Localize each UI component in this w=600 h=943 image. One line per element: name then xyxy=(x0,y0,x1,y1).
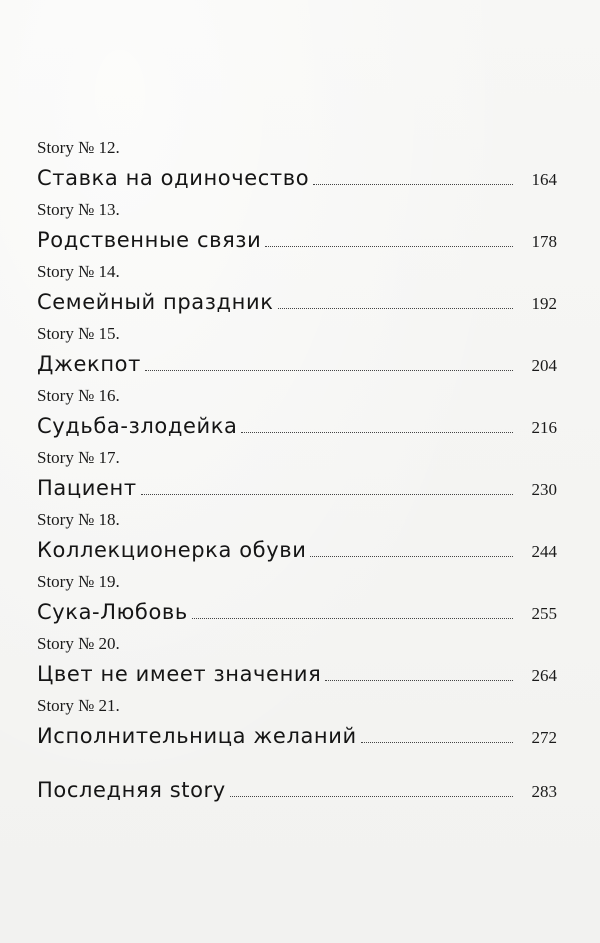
toc-title-row xyxy=(37,470,557,502)
toc-entry xyxy=(37,138,557,200)
dot-leader xyxy=(310,556,513,557)
story-title: Семейный праздник xyxy=(37,290,274,314)
story-title: Судьба-злодейка xyxy=(37,414,238,438)
dot-leader xyxy=(325,680,513,681)
story-number: Story № 16. xyxy=(37,386,120,405)
toc-entry xyxy=(37,634,557,696)
page-number: 178 xyxy=(531,232,557,251)
toc-title-row xyxy=(37,532,557,564)
page-number: 164 xyxy=(531,170,557,189)
story-title: Ставка на одиночество xyxy=(37,166,310,190)
dot-leader xyxy=(145,370,513,371)
toc-entry xyxy=(37,386,557,448)
story-title: Исполнительница желаний xyxy=(37,724,357,748)
dot-leader xyxy=(192,618,513,619)
dot-leader xyxy=(230,796,513,797)
dot-leader xyxy=(313,184,513,185)
page-number: 272 xyxy=(531,728,557,747)
story-number: Story № 14. xyxy=(37,262,120,281)
page-number: 283 xyxy=(531,782,557,801)
toc-entry xyxy=(37,262,557,324)
story-title: Родственные связи xyxy=(37,228,262,252)
page-number: 230 xyxy=(531,480,557,499)
toc-title-row xyxy=(37,594,557,626)
page-number: 204 xyxy=(531,356,557,375)
table-of-contents xyxy=(37,138,557,758)
story-title: Коллекционерка обуви xyxy=(37,538,307,562)
story-number: Story № 18. xyxy=(37,510,120,529)
toc-title-row xyxy=(37,284,557,316)
toc-title-row xyxy=(37,408,557,440)
toc-title-row xyxy=(37,160,557,192)
story-title: Сука-Любовь xyxy=(37,600,188,624)
toc-entry xyxy=(37,448,557,510)
story-title: Джекпот xyxy=(37,352,141,376)
toc-entry xyxy=(37,696,557,758)
page-number: 192 xyxy=(531,294,557,313)
toc-entry xyxy=(37,200,557,262)
story-number: Story № 17. xyxy=(37,448,120,467)
dot-leader xyxy=(361,742,513,743)
page-number: 264 xyxy=(531,666,557,685)
toc-entry xyxy=(37,572,557,634)
toc-final-entry xyxy=(37,772,557,804)
story-number: Story № 19. xyxy=(37,572,120,591)
dot-leader xyxy=(265,246,513,247)
story-number: Story № 21. xyxy=(37,696,120,715)
page-number: 216 xyxy=(531,418,557,437)
story-title: Цвет не имеет значения xyxy=(37,662,322,686)
story-title: Пациент xyxy=(37,476,137,500)
toc-entry xyxy=(37,324,557,386)
page-number: 244 xyxy=(531,542,557,561)
story-title: Последняя story xyxy=(37,778,226,802)
story-number: Story № 13. xyxy=(37,200,120,219)
toc-title-row xyxy=(37,222,557,254)
toc-title-row xyxy=(37,346,557,378)
page-number: 255 xyxy=(531,604,557,623)
toc-title-row xyxy=(37,718,557,750)
dot-leader xyxy=(278,308,513,309)
story-number: Story № 20. xyxy=(37,634,120,653)
toc-title-row xyxy=(37,656,557,688)
dot-leader xyxy=(141,494,513,495)
dot-leader xyxy=(241,432,513,433)
story-number: Story № 12. xyxy=(37,138,120,157)
toc-entry xyxy=(37,510,557,572)
story-number: Story № 15. xyxy=(37,324,120,343)
